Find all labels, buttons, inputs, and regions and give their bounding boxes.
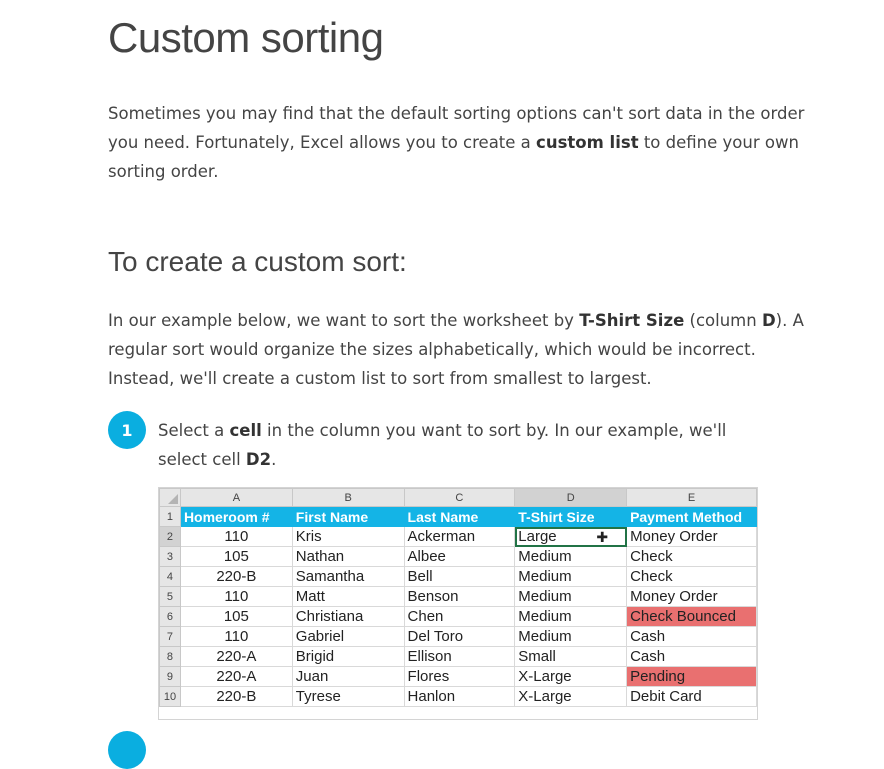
cell-last-name[interactable]: Ellison — [404, 647, 515, 667]
cell-payment-method[interactable]: Pending — [627, 667, 757, 687]
cell-homeroom[interactable]: 110 — [180, 527, 292, 547]
row-number[interactable]: 4 — [160, 567, 181, 587]
example-text-1: In our example below, we want to sort the worksheet by — [108, 311, 580, 330]
cell-last-name[interactable]: Del Toro — [404, 627, 515, 647]
select-all-icon — [168, 494, 178, 504]
row-number[interactable]: 3 — [160, 547, 181, 567]
step1-text-1: Select a — [158, 421, 230, 440]
cell-payment-method[interactable]: Check — [627, 547, 757, 567]
example-paragraph — [108, 306, 813, 393]
table-row — [160, 667, 757, 687]
cell-payment-method[interactable]: Cash — [627, 627, 757, 647]
cell-first-name[interactable]: Samantha — [292, 567, 404, 587]
spreadsheet-screenshot — [158, 487, 758, 720]
cell-tshirt-size[interactable]: X-Large — [515, 687, 627, 707]
header-cell-last-name[interactable]: Last Name — [404, 507, 515, 527]
cell-last-name[interactable]: Ackerman — [404, 527, 515, 547]
cell-tshirt-size[interactable]: X-Large — [515, 667, 627, 687]
header-row — [160, 507, 757, 527]
header-cell-homeroom[interactable]: Homeroom # — [180, 507, 292, 527]
row-number[interactable]: 7 — [160, 627, 181, 647]
intro-text-1: Sometimes you may find that the default sorting options can't sort data in the order you need. Fortunately, Excel allows you to create a — [108, 104, 805, 152]
cell-first-name[interactable]: Gabriel — [292, 627, 404, 647]
table-row — [160, 567, 757, 587]
cell-homeroom[interactable]: 105 — [180, 607, 292, 627]
cell-homeroom[interactable]: 220-B — [180, 567, 292, 587]
example-text-3: ). A regular sort would organize the sizes alphabetically, which would be incorrect. Instead, we'll create a custom list to sort from smallest to largest. — [108, 311, 804, 388]
step1-text-2: in the column you want to sort by. In our example, we'll select cell — [158, 421, 727, 469]
row-number[interactable]: 8 — [160, 647, 181, 667]
cell-homeroom[interactable]: 220-A — [180, 667, 292, 687]
intro-bold: custom list — [536, 133, 639, 152]
step1-bold-2: D2 — [245, 450, 272, 469]
table-row — [160, 547, 757, 567]
cell-tshirt-size[interactable]: Medium — [515, 567, 627, 587]
table-row — [160, 527, 757, 547]
column-letter-a[interactable]: A — [180, 489, 292, 507]
cell-first-name[interactable]: Matt — [292, 587, 404, 607]
row-number[interactable]: 5 — [160, 587, 181, 607]
step1-text-3: . — [271, 450, 277, 469]
table-row — [160, 687, 757, 707]
cell-payment-method[interactable]: Check — [627, 567, 757, 587]
table-row — [160, 607, 757, 627]
page-title: Custom sorting — [108, 14, 384, 61]
cell-tshirt-size[interactable]: Small — [515, 647, 627, 667]
table-row — [160, 627, 757, 647]
cell-first-name[interactable]: Tyrese — [292, 687, 404, 707]
row-number[interactable]: 10 — [160, 687, 181, 707]
row-number[interactable]: 9 — [160, 667, 181, 687]
column-letter-b[interactable]: B — [292, 489, 404, 507]
cell-payment-method[interactable]: Debit Card — [627, 687, 757, 707]
cell-tshirt-size[interactable]: Medium — [515, 627, 627, 647]
intro-text-2: to define your own sorting order. — [108, 133, 799, 181]
cell-last-name[interactable]: Albee — [404, 547, 515, 567]
row-number[interactable]: 2 — [160, 527, 181, 547]
cell-payment-method[interactable]: Money Order — [627, 587, 757, 607]
cell-last-name[interactable]: Hanlon — [404, 687, 515, 707]
cell-d2-selected[interactable]: Large ✚ — [515, 527, 627, 547]
cell-last-name[interactable]: Benson — [404, 587, 515, 607]
row-number[interactable]: 1 — [160, 507, 181, 527]
step-1-badge: 1 — [108, 411, 146, 449]
cell-first-name[interactable]: Brigid — [292, 647, 404, 667]
cell-first-name[interactable]: Nathan — [292, 547, 404, 567]
row-number[interactable]: 6 — [160, 607, 181, 627]
header-cell-payment-method[interactable]: Payment Method — [627, 507, 757, 527]
cell-homeroom[interactable]: 220-B — [180, 687, 292, 707]
example-bold-1: T-Shirt Size — [579, 311, 685, 330]
column-header-row — [160, 489, 757, 507]
example-text-2: (column — [684, 311, 762, 330]
spreadsheet-grid — [159, 488, 757, 707]
cell-payment-method[interactable]: Cash — [627, 647, 757, 667]
intro-paragraph — [108, 99, 813, 186]
cell-payment-method[interactable]: Check Bounced — [627, 607, 757, 627]
cell-homeroom[interactable]: 110 — [180, 587, 292, 607]
cell-first-name[interactable]: Kris — [292, 527, 404, 547]
cell-homeroom[interactable]: 220-A — [180, 647, 292, 667]
cell-tshirt-size[interactable]: Medium — [515, 607, 627, 627]
section-title: To create a custom sort: — [108, 246, 407, 277]
cell-tshirt-size[interactable]: Medium — [515, 547, 627, 567]
cell-first-name[interactable]: Christiana — [292, 607, 404, 627]
cell-first-name[interactable]: Juan — [292, 667, 404, 687]
step-1-text — [158, 416, 778, 474]
step-2-badge — [108, 731, 146, 769]
cell-last-name[interactable]: Flores — [404, 667, 515, 687]
example-bold-2: D — [761, 311, 776, 330]
cell-last-name[interactable]: Chen — [404, 607, 515, 627]
header-cell-tshirt-size[interactable]: T-Shirt Size — [515, 507, 627, 527]
cell-homeroom[interactable]: 105 — [180, 547, 292, 567]
column-letter-e[interactable]: E — [627, 489, 757, 507]
cell-homeroom[interactable]: 110 — [180, 627, 292, 647]
table-row — [160, 647, 757, 667]
column-letter-d[interactable]: D — [515, 489, 627, 507]
cell-payment-method[interactable]: Money Order — [627, 527, 757, 547]
cell-select-cursor-icon: ✚ — [596, 529, 609, 545]
header-cell-first-name[interactable]: First Name — [292, 507, 404, 527]
step1-bold-1: cell — [229, 421, 262, 440]
cell-tshirt-size[interactable]: Medium — [515, 587, 627, 607]
cell-last-name[interactable]: Bell — [404, 567, 515, 587]
select-all-corner[interactable] — [160, 489, 181, 507]
table-row — [160, 587, 757, 607]
column-letter-c[interactable]: C — [404, 489, 515, 507]
